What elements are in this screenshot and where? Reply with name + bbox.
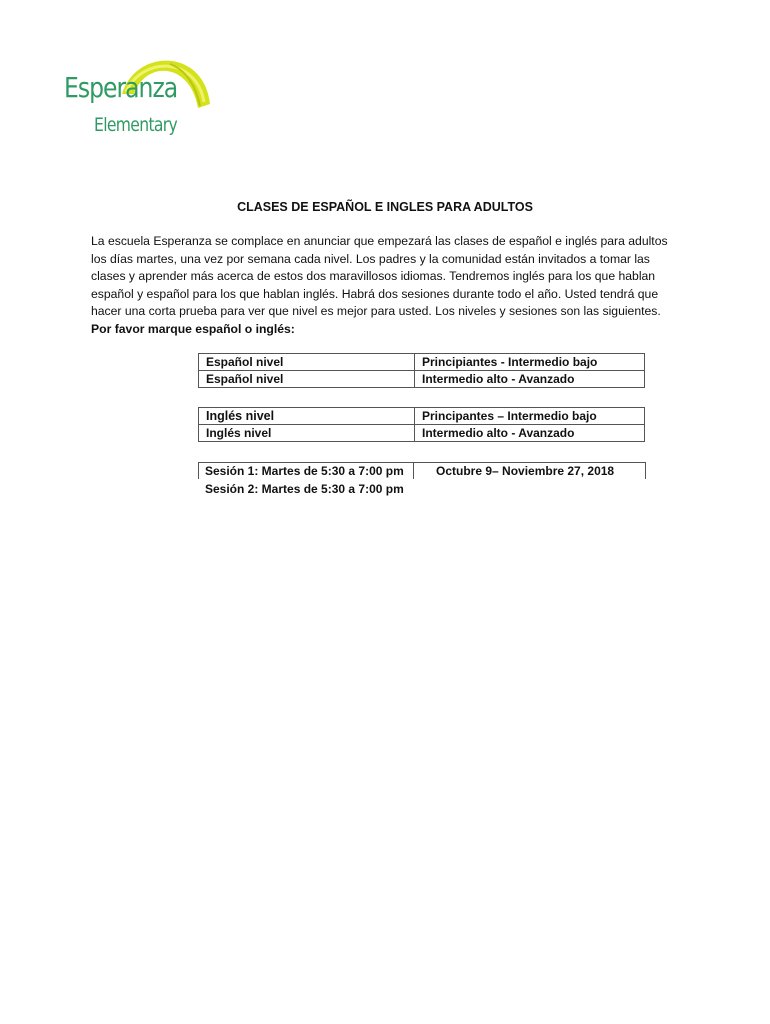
course-cell[interactable]: Inglés nivel — [199, 425, 415, 442]
table-row — [199, 408, 645, 425]
session-dates-cell: Octubre 9– Noviembre 27, 2018 — [436, 464, 615, 478]
table-row — [199, 425, 645, 442]
session-1-cell[interactable]: Sesión 1: Martes de 5:30 a 7:00 pm — [205, 464, 404, 478]
course-cell[interactable]: Español nivel — [199, 371, 415, 388]
school-logo — [62, 52, 222, 148]
sessions-table — [198, 462, 647, 498]
table-border — [413, 462, 414, 479]
level-cell: Intermedio alto - Avanzado — [415, 371, 645, 388]
selection-prompt: Por favor marque español o inglés: — [91, 321, 295, 336]
level-cell: Principiantes - Intermedio bajo — [415, 354, 645, 371]
level-cell: Principantes – Intermedio bajo — [415, 408, 645, 425]
logo-subtitle-text: Elementary — [94, 114, 178, 136]
intro-line: La escuela Esperanza se complace en anunciar que empezará las clases de español e inglés para adultos — [91, 234, 668, 248]
intro-line: hacer una corta prueba para ver que nivel es mejor para usted. Los niveles y sesiones son las siguientes. — [91, 304, 661, 318]
intro-line: español y español para los que hablan inglés. Habrá dos sesiones durante todo el año. Usted tendrá que — [91, 286, 659, 301]
session-2-cell[interactable]: Sesión 2: Martes de 5:30 a 7:00 pm — [205, 482, 404, 496]
course-cell[interactable]: Español nivel — [199, 354, 415, 371]
table-row — [199, 371, 645, 388]
english-levels-table — [198, 407, 645, 442]
logo-name-text: Esperanza — [64, 71, 178, 104]
intro-line: clases y aprender más acerca de estos dos maravillosos idiomas. Tendremos inglés para los que hablan — [91, 269, 656, 283]
level-cell: Intermedio alto - Avanzado — [415, 425, 645, 442]
intro-paragraph — [91, 233, 683, 338]
document-title: CLASES DE ESPAÑOL E INGLES PARA ADULTOS — [237, 200, 533, 214]
intro-line: los días martes, una vez por semana cada nivel. Los padres y la comunidad están invitados a tomar las — [91, 251, 650, 266]
course-label: Inglés nivel — [206, 409, 275, 423]
table-border — [198, 462, 199, 479]
course-cell[interactable] — [199, 408, 415, 425]
table-row — [199, 354, 645, 371]
spanish-levels-table — [198, 353, 645, 388]
table-border — [645, 462, 646, 479]
